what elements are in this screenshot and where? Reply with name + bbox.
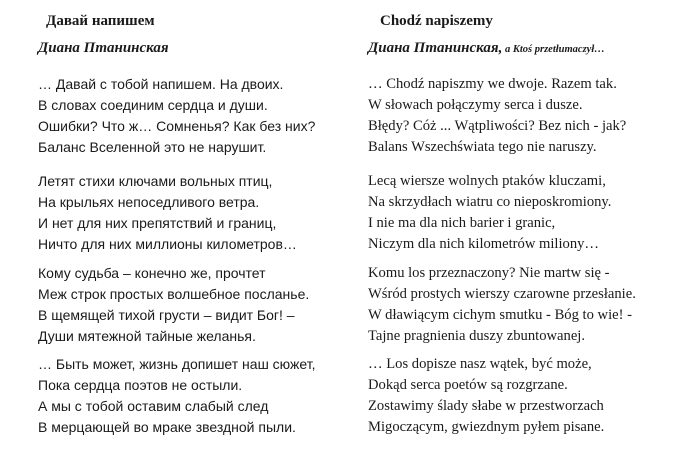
polish-stanza-1	[368, 74, 626, 158]
poem-line: W słowach połączymy serca i dusze.	[368, 97, 583, 113]
poem-line: Dokąd serca poetów są rozgrzane.	[368, 377, 568, 393]
poem-line: Błędy? Cóż ... Wątpliwości? Bez nich - jak?	[368, 118, 627, 134]
poem-line: На крыльях непоседливого ветра.	[38, 194, 260, 210]
poem-line: Меж строк простых волшебное посланье.	[38, 286, 310, 302]
poem-line: Zostawimy ślady słabe w przestworzach	[368, 398, 604, 414]
polish-stanza-4	[368, 354, 604, 438]
translator-note: a Ktoś przetłumaczył…	[502, 44, 605, 55]
poem-line: Lecą wiersze wolnych ptaków kluczami,	[368, 173, 606, 189]
poem-line: А мы с тобой оставим слабый след	[38, 398, 269, 414]
poem-line: Баланс Вселенной это не нарушит.	[38, 139, 267, 155]
poem-line: Migoczącym, gwiezdnym pyłem pisane.	[368, 419, 605, 435]
russian-stanza-1	[38, 74, 315, 158]
poem-line: W dławiącym cichym smutku - Bóg to wie! -	[368, 307, 632, 323]
poem-line: … Давай с тобой напишем. На двоих.	[38, 76, 284, 92]
poem-line: Tajne pragnienia duszy zbuntowanej.	[368, 328, 585, 344]
poem-line: Niczym dla nich kilometrów miliony…	[368, 236, 600, 252]
russian-poem-title: Давай напишем	[46, 13, 155, 29]
poem-line: Komu los przeznaczony? Nie martw się -	[368, 265, 610, 281]
russian-stanza-3	[38, 263, 309, 347]
poem-line: … Быть может, жизнь допишет наш сюжет,	[38, 356, 316, 372]
russian-stanza-2	[38, 171, 297, 255]
russian-poem-author: Диана Птанинская	[38, 40, 169, 56]
poem-line: … Chodź napiszmy we dwoje. Razem tak.	[368, 76, 617, 92]
poem-line: I nie ma dla nich barier i granic,	[368, 215, 556, 231]
polish-poem-title: Chodź napiszemy	[380, 13, 493, 29]
poem-line: И нет для них препятствий и границ,	[38, 215, 277, 231]
poem-line: Летят стихи ключами вольных птиц,	[38, 173, 273, 189]
poem-line: В словах соединим сердца и души.	[38, 97, 268, 113]
poem-line: В мерцающей во мраке звездной пыли.	[38, 419, 296, 435]
russian-stanza-4	[38, 354, 315, 438]
poem-line: Души мятежной тайные желанья.	[38, 328, 256, 344]
polish-stanza-3	[368, 263, 636, 347]
polish-stanza-2	[368, 171, 611, 255]
poem-line: Ничто для них миллионы километров…	[38, 236, 297, 252]
poem-line: Wśród prostych wierszy czarowne przesłanie.	[368, 286, 636, 302]
poem-line: Balans Wszechświata tego nie naruszy.	[368, 139, 597, 155]
poem-line: Na skrzydłach wiatru co nieposkromiony.	[368, 194, 612, 210]
poem-line: Кому судьба – конечно же, прочтет	[38, 265, 266, 281]
polish-poem-author	[368, 40, 605, 57]
poem-line: Ошибки? Что ж… Сомненья? Как без них?	[38, 118, 316, 134]
poem-line: В щемящей тихой грусти – видит Бог! –	[38, 307, 295, 323]
polish-author-name: Диана Птанинская,	[368, 40, 503, 56]
poem-line: Пока сердца поэтов не остыли.	[38, 377, 243, 393]
poem-line: … Los dopisze nasz wątek, być może,	[368, 356, 592, 372]
